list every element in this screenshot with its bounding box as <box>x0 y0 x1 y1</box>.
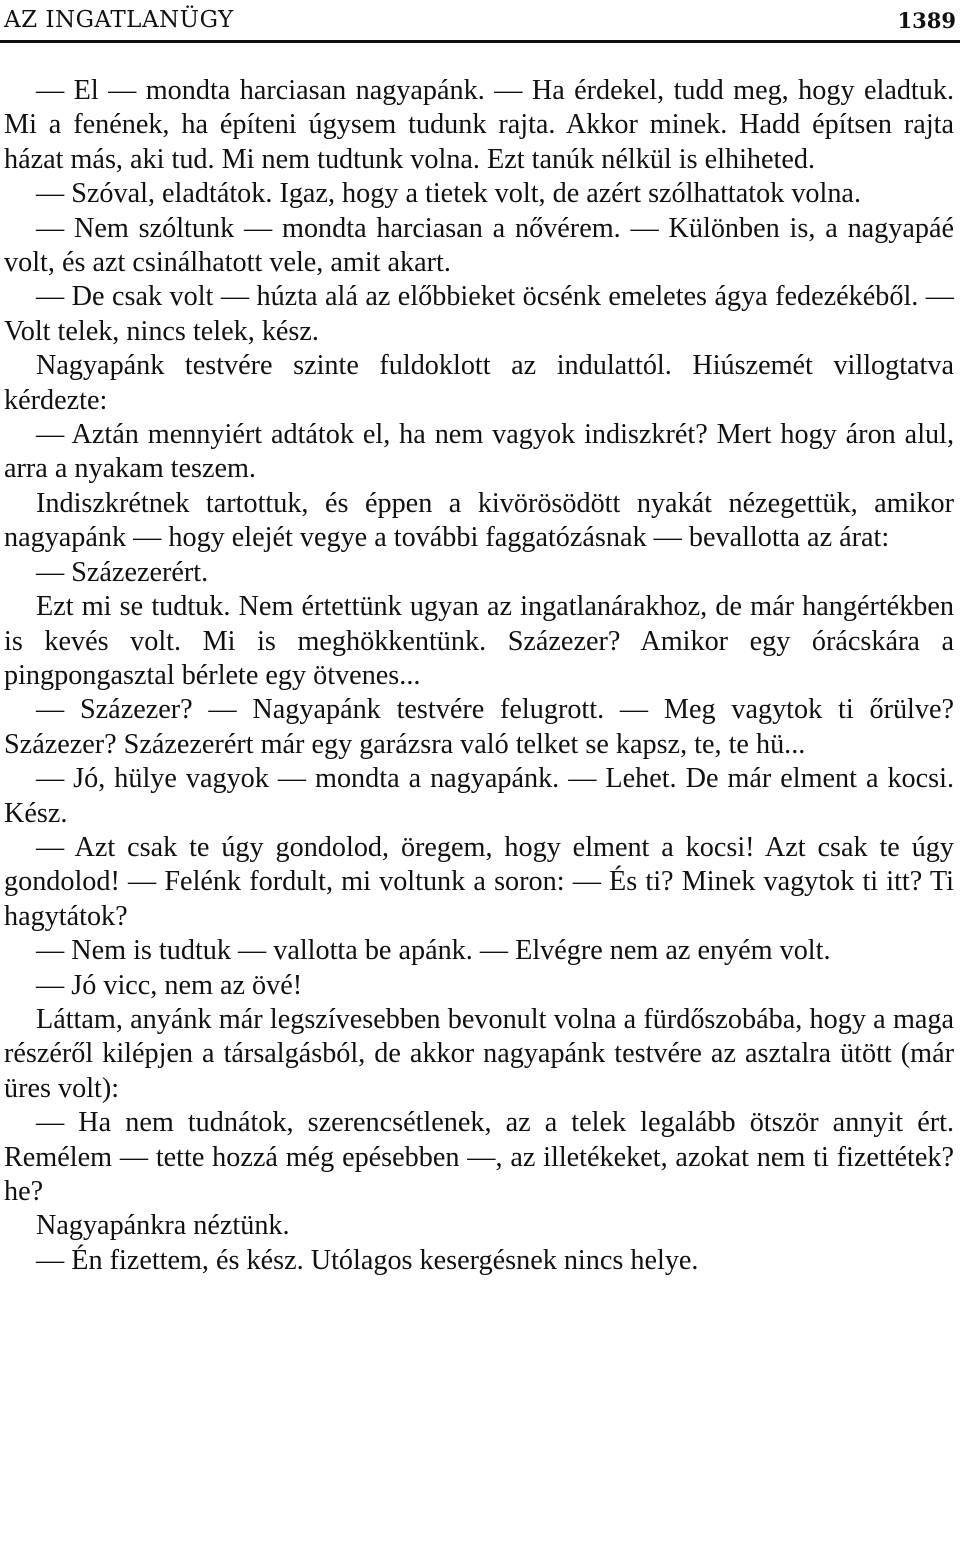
paragraph: — Én fizettem, és kész. Utólagos kesergésnek nincs helye. <box>36 1244 699 1276</box>
body-text <box>4 74 954 1278</box>
paragraph: — Azt csak te úgy gondolod, öregem, hogy elment a kocsi! Azt csak te úgy gondolod! — Felénk fordult, mi voltunk a soron: — És ti? Minek vagytok ti itt? Ti hagytátok? <box>4 831 954 932</box>
page-number: 1389 <box>897 7 956 33</box>
paragraph: Láttam, anyánk már legszívesebben bevonult volna a fürdőszobába, hogy a maga részéről kilépjen a társalgásból, de akkor nagyapánk testvére az asztalra ütött (már üres volt): <box>4 1003 954 1104</box>
paragraph: Nagyapánk testvére szinte fuldoklott az indulattól. Hiúszemét villogtatva kérdezte: <box>4 350 954 416</box>
paragraph: Nagyapánkra néztünk. <box>36 1210 290 1242</box>
paragraph: — Százezerért. <box>36 556 209 588</box>
paragraph: — Százezer? — Nagyapánk testvére felugrott. — Meg vagytok ti őrülve? Százezer? Százezerért már egy garázsra való telket se kapsz, te, te hü... <box>4 694 954 760</box>
paragraph: — Ha nem tudnátok, szerencsétlenek, az a telek legalább ötször annyit ért. Remélem — tette hozzá még epésebben —, az illetékeket, azokat nem ti fizettétek? he? <box>4 1107 954 1207</box>
header-rule <box>0 40 960 43</box>
running-header <box>4 4 956 36</box>
paragraph: — Nem szóltunk — mondta harciasan a nővérem. — Különben is, a nagyapáé volt, és azt csinálhatott vele, amit akart. <box>4 212 954 279</box>
running-title: AZ INGATLANÜGY <box>4 7 234 33</box>
paragraph: — De csak volt — húzta alá az előbbieket öcsénk emeletes ágya fedezékéből. — Volt telek, nincs telek, kész. <box>4 281 954 347</box>
paragraph: — Aztán mennyiért adtátok el, ha nem vagyok indiszkrét? Mert hogy áron alul, arra a nyakam teszem. <box>4 419 954 485</box>
paragraph: — Jó vicc, nem az övé! <box>36 969 303 1001</box>
paragraph: Indiszkrétnek tartottuk, és éppen a kivörösödött nyakát nézegettük, amikor nagyapánk — hogy elejét vegye a további faggatózásnak — bevallotta az árat: <box>4 487 954 554</box>
paragraph: Ezt mi se tudtuk. Nem értettünk ugyan az ingatlanárakhoz, de már hangértékben is kevés volt. Mi is meghökkentünk. Százezer? Amikor egy órácskára a pingpongasztal bérlete egy ötvenes... <box>4 591 954 691</box>
paragraph: — Szóval, eladtátok. Igaz, hogy a tietek volt, de azért szólhattatok volna. <box>36 178 861 210</box>
paragraph: — El — mondta harciasan nagyapánk. — Ha érdekel, tudd meg, hogy eladtuk. Mi a fenének, ha építeni úgysem tudunk rajta. Akkor minek. Hadd építsen rajta házat más, aki tud. Mi nem tudtunk volna. Ezt tanúk nélkül is elhiheted. <box>4 75 954 175</box>
paragraph: — Nem is tudtuk — vallotta be apánk. — Elvégre nem az enyém volt. <box>36 935 831 967</box>
paragraph: — Jó, hülye vagyok — mondta a nagyapánk. — Lehet. De már elment a kocsi. Kész. <box>4 763 954 829</box>
